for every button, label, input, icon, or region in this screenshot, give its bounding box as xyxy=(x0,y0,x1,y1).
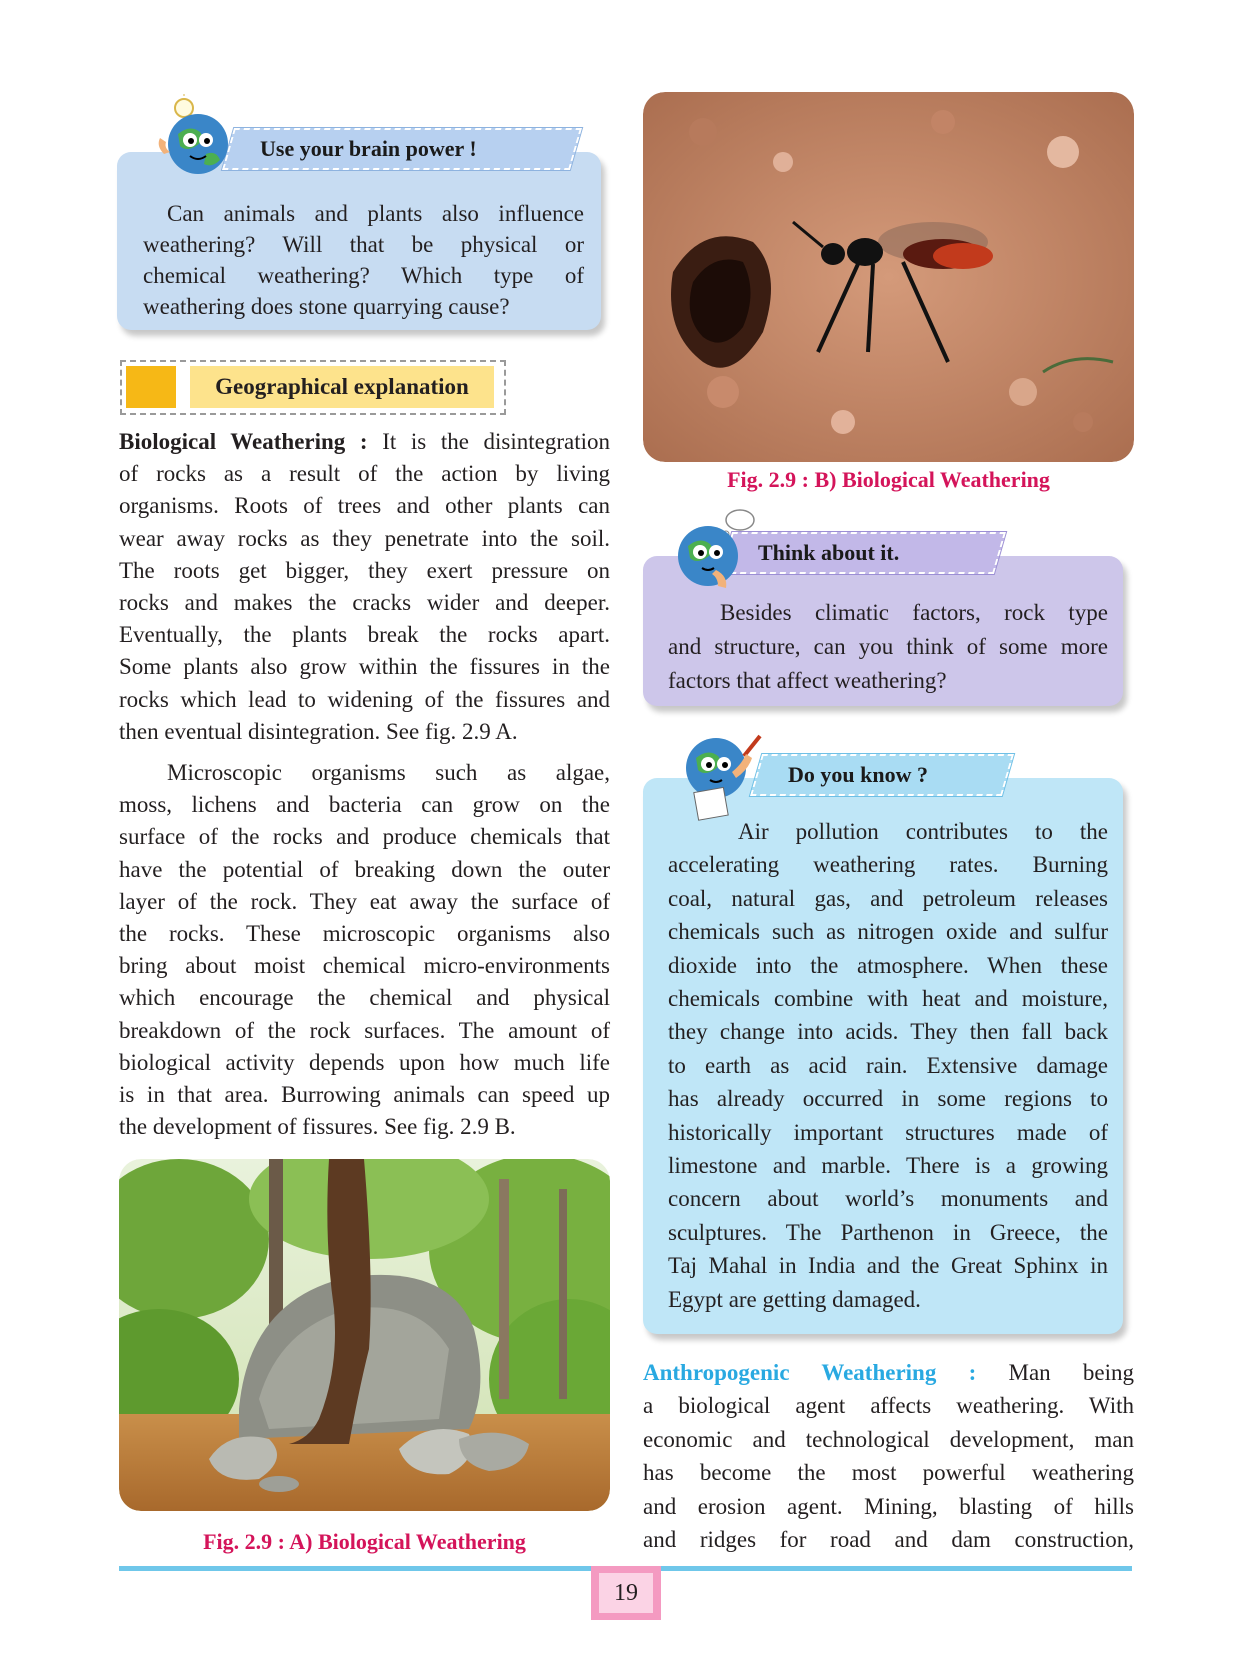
know-line: they change into acids. They then fall back xyxy=(668,1019,1108,1045)
brain-line: weathering? Will that be physical or xyxy=(143,232,584,257)
paragraph-line: is in that area. Burrowing animals can speed up xyxy=(119,1082,610,1108)
brain-power-title: Use your brain power ! xyxy=(260,136,477,161)
paragraph-line: surface of the rocks and produce chemicals that xyxy=(119,824,610,850)
know-text xyxy=(668,815,1108,1316)
paragraph-line: rocks which lead to widening of the fissures and xyxy=(119,686,610,712)
think-line: Besides climatic factors, rock type xyxy=(720,600,1108,625)
know-title: Do you know ? xyxy=(788,762,928,787)
paragraph-line: have the potential of breaking down the outer xyxy=(119,856,610,882)
know-line: Egypt are getting damaged. xyxy=(668,1286,921,1312)
brain-line: chemical weathering? Which type of xyxy=(143,263,584,288)
know-line: concern about world’s monuments and xyxy=(668,1186,1108,1212)
page-number-badge xyxy=(591,1566,661,1620)
globe-mascot-thinking-icon xyxy=(668,506,758,592)
paragraph-line: a biological agent affects weathering. With xyxy=(643,1393,1134,1419)
paragraph-line: and erosion agent. Mining, blasting of hills xyxy=(643,1493,1134,1519)
know-line: Air pollution contributes to the xyxy=(738,819,1108,844)
know-line: coal, natural gas, and petroleum releases xyxy=(668,885,1108,911)
fig-b-caption: Fig. 2.9 : B) Biological Weathering xyxy=(727,467,1050,492)
paragraph-line: then eventual disintegration. See fig. 2.9 A. xyxy=(119,718,518,744)
know-line: limestone and marble. There is a growing xyxy=(668,1153,1108,1179)
know-ribbon xyxy=(750,754,1014,796)
paragraph-line: moss, lichens and bacteria can grow on the xyxy=(119,792,610,818)
know-line: Taj Mahal in India and the Great Sphinx in xyxy=(668,1253,1108,1279)
brain-power-text xyxy=(143,198,584,322)
paragraph-line: bring about moist chemical micro-environments xyxy=(119,953,610,979)
paragraph-line: Microscopic organisms such as algae, xyxy=(167,760,610,785)
paragraph-line: rocks and makes the cracks wider and deeper. xyxy=(119,590,610,616)
paragraph-line: wear away rocks as they penetrate into the soil. xyxy=(119,525,610,551)
know-line: chemicals combine with heat and moisture, xyxy=(668,986,1108,1012)
brain-power-ribbon xyxy=(222,128,582,170)
know-line: dioxide into the atmosphere. When these xyxy=(668,952,1108,978)
think-text xyxy=(668,596,1108,698)
know-line: accelerating weathering rates. Burning xyxy=(668,852,1108,878)
paragraph-line: the development of fissures. See fig. 2.9 B. xyxy=(119,1114,516,1140)
think-ribbon xyxy=(720,532,1006,574)
think-line: and structure, can you think of some more xyxy=(668,634,1108,659)
anthropogenic-term: Anthropogenic Weathering : xyxy=(643,1360,977,1385)
brain-line: Can animals and plants also influence xyxy=(167,201,584,226)
wasp-burrow-photo xyxy=(643,92,1134,462)
paragraph-line: of rocks as a result of the action by living xyxy=(119,461,610,487)
fig-a-caption: Fig. 2.9 : A) Biological Weathering xyxy=(203,1529,526,1554)
biological-paragraph xyxy=(119,426,610,748)
globe-mascot-thinking-icon xyxy=(150,94,242,186)
paragraph-line: It is the disintegration xyxy=(382,429,611,454)
paragraph-line: which encourage the chemical and physical xyxy=(119,985,610,1011)
paragraph-line: and ridges for road and dam construction, xyxy=(643,1527,1134,1553)
paragraph-line: The roots get bigger, they exert pressure on xyxy=(119,557,610,583)
globe-mascot-reading-icon xyxy=(670,728,770,824)
geo-heading: Geographical explanation xyxy=(190,366,494,408)
paragraph-line: Eventually, the plants break the rocks apart. xyxy=(119,622,610,648)
paragraph-line: economic and technological development, man xyxy=(643,1426,1134,1452)
paragraph-line: Some plants also grow within the fissures in the xyxy=(119,654,610,680)
paragraph-line: breakdown of the rock surfaces. The amount of xyxy=(119,1017,610,1043)
know-line: historically important structures made of xyxy=(668,1119,1108,1145)
page-number: 19 xyxy=(599,1573,653,1613)
think-line: factors that affect weathering? xyxy=(668,668,947,693)
know-line: sculptures. The Parthenon in Greece, the xyxy=(668,1219,1108,1245)
know-line: to earth as acid rain. Extensive damage xyxy=(668,1052,1108,1078)
microscopic-paragraph xyxy=(119,757,610,1143)
know-line: chemicals such as nitrogen oxide and sulfur xyxy=(668,919,1108,945)
tree-rock-photo xyxy=(119,1159,610,1511)
geo-heading-square xyxy=(126,366,176,408)
paragraph-line: layer of the rock. They eat away the surface of xyxy=(119,888,610,914)
paragraph-line: the rocks. These microscopic organisms also xyxy=(119,921,610,947)
paragraph-line: biological activity depends upon how much life xyxy=(119,1049,610,1075)
anthropogenic-paragraph xyxy=(643,1356,1134,1556)
brain-line: weathering does stone quarrying cause? xyxy=(143,294,510,319)
biological-term: Biological Weathering : xyxy=(119,429,368,454)
paragraph-line: organisms. Roots of trees and other plants can xyxy=(119,493,610,519)
paragraph-line: has become the most powerful weathering xyxy=(643,1460,1134,1486)
think-title: Think about it. xyxy=(758,540,900,565)
know-line: has already occurred in some regions to xyxy=(668,1086,1108,1112)
paragraph-line: Man being xyxy=(1008,1360,1134,1385)
